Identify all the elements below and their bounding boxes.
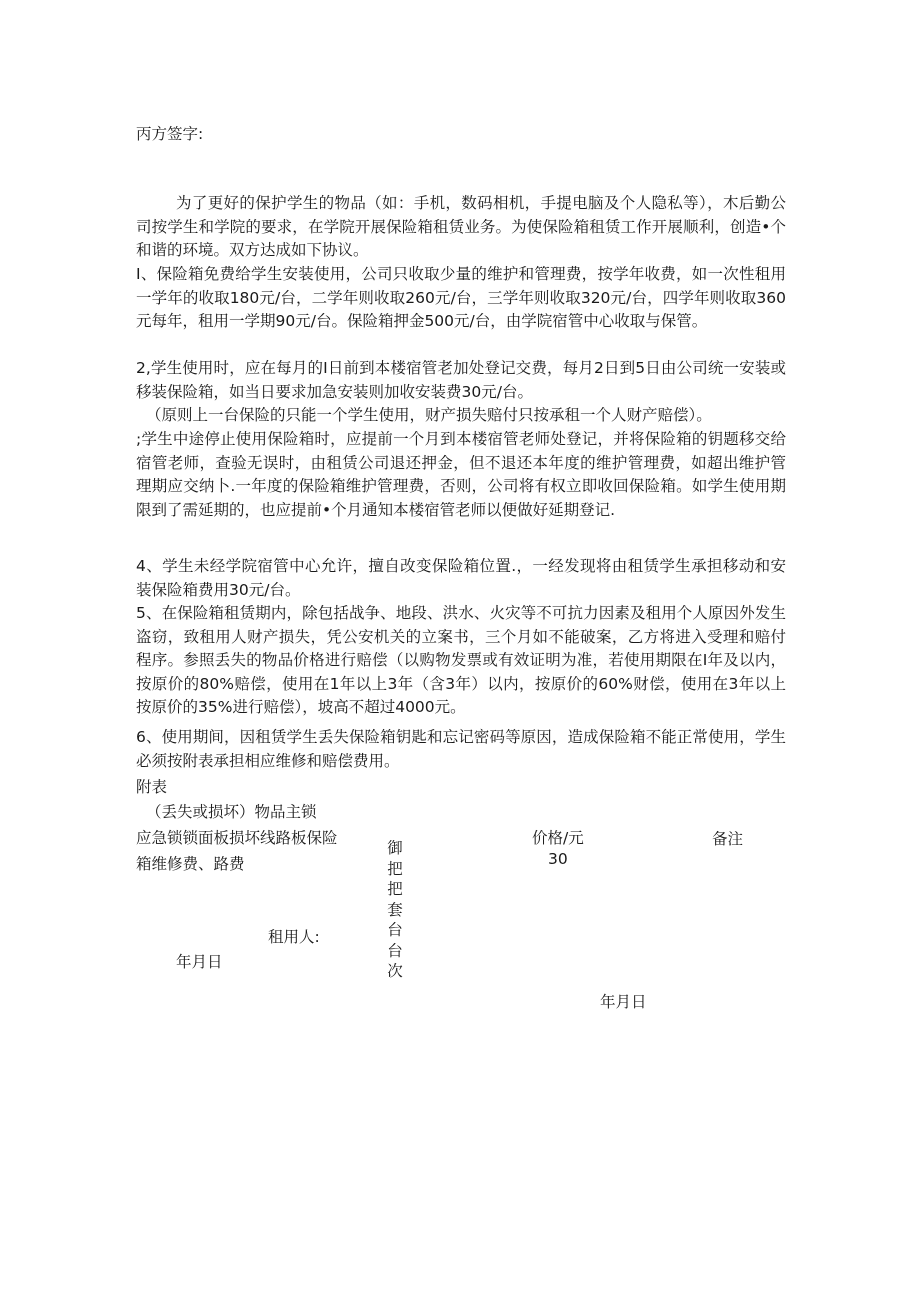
date-left: 年月日: [176, 953, 223, 971]
date-right: 年月日: [600, 993, 647, 1011]
appendix-items-line1: 应急锁锁面板损坏线路板保险: [136, 829, 338, 847]
clause-3: ;学生中途停止使用保险箱时，应提前一个月到本楼宿管老师处登记，并将保险箱的钥题移交给宿管老师，查验无误时，由租赁公司退还押金，但不退还本年度的维护管理费，如超出维护管理期应交纳卜.一年度的保险箱维护管理费，否则，公司将有权立即收回保险箱。如学生使用期限到了需延期的，也应提前•个月通知本楼宿管老师以便做好延期登记.: [136, 430, 786, 519]
appendix-price-header: 价格/元: [532, 829, 584, 847]
appendix-title: 附表: [136, 778, 168, 796]
unit-item: 把: [387, 859, 403, 878]
appendix-unit-column: [386, 838, 404, 982]
appendix-item-header: （丢失或损坏）物品主锁: [146, 803, 317, 821]
appendix-items-line2: 箱维修费、路费: [136, 855, 245, 873]
unit-item: 台: [387, 921, 403, 939]
party-c-signature-label: 丙方签字:: [136, 125, 204, 143]
unit-item: 套: [387, 900, 403, 919]
lessee-label: 租用人:: [268, 928, 320, 946]
appendix-price-value: 30: [548, 850, 568, 868]
unit-item: 台: [387, 941, 403, 960]
clause-2-note: （原则上一台保险的只能一个学生使用，财产损失赔付只按承租一个人财产赔偿）。: [146, 406, 712, 424]
appendix-note-header: 备注: [712, 830, 744, 848]
unit-item: 次: [387, 962, 403, 980]
clause-1: I、保险箱免费给学生安装使用，公司只收取少量的维护和管理费，按学年收费，如一次性租用一学年的收取180元/台，二学年则收取260元/台，三学年则收取320元/台，四学年则收取360元每年，租用一学期90元/台。保险箱押金500元/台，由学院宿管中心收取与保管。: [136, 265, 786, 331]
clause-5: 5、在保险箱租赁期内，除包括战争、地段、洪水、火灾等不可抗力因素及租用个人原因外发生盗窃，致租用人财产损失，凭公安机关的立案书，三个月如不能破案，乙方将进入受理和赔付程序。参照丢失的物品价格进行赔偿（以购物发票或有效证明为准，若使用期限在I年及以内，按原价的80%赔偿，使用在1年以上3年（含3年）以内，按原价的60%财偿，使用在3年以上按原价的35%进行赔偿），坡高不超过4000元。: [136, 604, 786, 717]
clause-6: 6、使用期间，因租赁学生丢失保险箱钥匙和忘记密码等原因，造成保险箱不能正常使用，学生必须按附表承担相应维修和赔偿费用。: [136, 728, 786, 770]
unit-item: 御: [387, 839, 403, 857]
unit-item: 把: [387, 880, 403, 898]
clause-2: 2,学生使用时，应在每月的I日前到本楼宿管老加处登记交费，每月2日到5日由公司统一安装或移装保险箱，如当日要求加急安装则加收安装费30元/台。: [136, 359, 786, 401]
intro-paragraph: 为了更好的保护学生的物品（如：手机，数码相机，手提电脑及个人隐私等），木后勤公司按学生和学院的要求，在学院开展保险箱租赁业务。为使保险箱租赁工作开展顺利，创造•个和谐的环境。双方达成如下协议。: [136, 194, 786, 260]
clause-4: 4、学生未经学院宿管中心允许，擅自改变保险箱位置.，一经发现将由租赁学生承担移动和安装保险箱费用30元/台。: [136, 557, 786, 599]
